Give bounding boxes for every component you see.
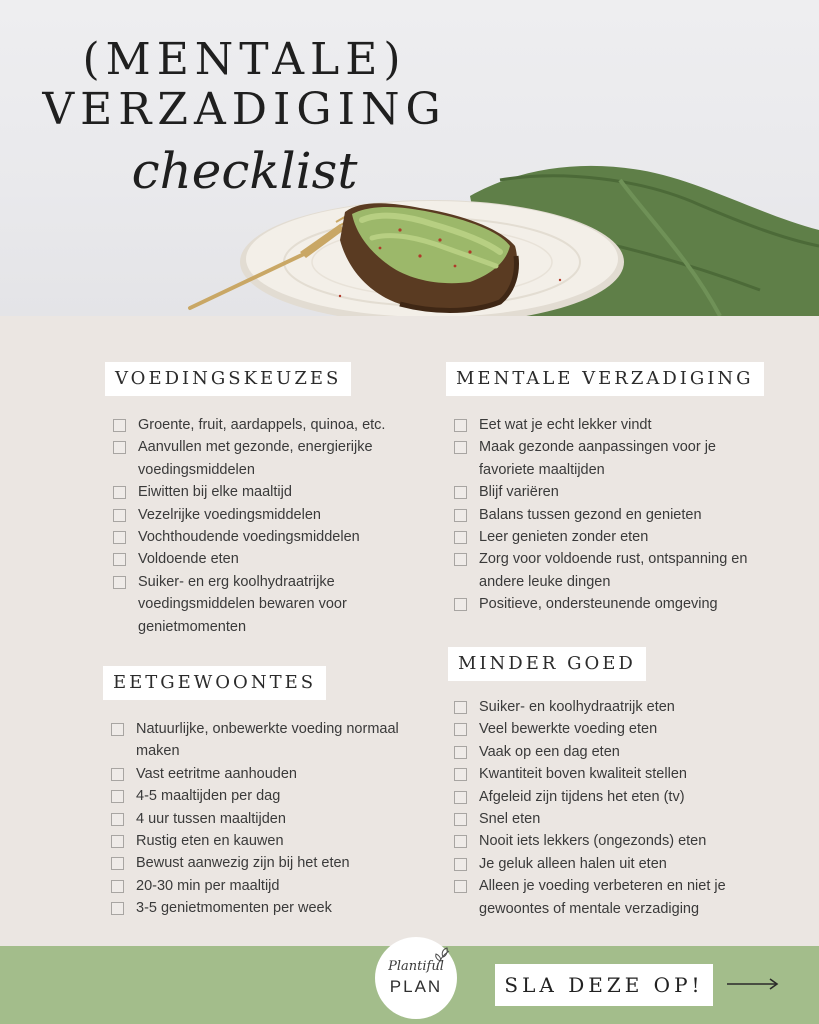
- checklist-item[interactable]: [454, 414, 754, 436]
- checkbox[interactable]: [111, 835, 124, 848]
- checkbox[interactable]: [113, 441, 126, 454]
- checklist-item[interactable]: [111, 718, 411, 763]
- checklist-item-label: Balans tussen gezond en genieten: [479, 506, 702, 523]
- checklist-item-label: Je geluk alleen halen uit eten: [479, 855, 667, 872]
- checklist-item-label: Vast eetritme aanhouden: [136, 765, 297, 782]
- hero-banner: [0, 0, 819, 316]
- checklist-item[interactable]: [454, 763, 759, 785]
- checklist-item-label: Kwantiteit boven kwaliteit stellen: [479, 766, 687, 783]
- checkbox[interactable]: [113, 419, 126, 432]
- checklist-item[interactable]: [113, 571, 418, 638]
- checklist-item-label: Vaak op een dag eten: [479, 743, 620, 760]
- checkbox[interactable]: [454, 768, 467, 781]
- checkbox[interactable]: [454, 746, 467, 759]
- logo-plan-text: PLAN: [389, 977, 443, 996]
- checklist-item[interactable]: [454, 741, 759, 763]
- checklist-item-label: Maak gezonde aanpassingen voor je favoriete maaltijden: [479, 439, 716, 478]
- checklist-item[interactable]: [454, 808, 759, 830]
- checklist-item-label: Alleen je voeding verbeteren en niet je gewoontes of mentale verzadiging: [479, 878, 726, 917]
- checkbox[interactable]: [111, 768, 124, 781]
- checkbox[interactable]: [454, 486, 467, 499]
- checkbox[interactable]: [113, 576, 126, 589]
- checkbox[interactable]: [454, 880, 467, 893]
- checklist-item-label: Suiker- en erg koolhydraatrijke voedingsmiddelen bewaren voor genietmomenten: [138, 573, 347, 635]
- checklist-item[interactable]: [113, 504, 418, 526]
- section-title-minder-goed: MINDER GOED: [448, 647, 646, 681]
- checklist-item[interactable]: [111, 763, 411, 785]
- checklist-item[interactable]: [113, 548, 418, 570]
- checklist-item[interactable]: [454, 504, 754, 526]
- checklist-item-label: Eet wat je echt lekker vindt: [479, 417, 652, 433]
- checklist-item[interactable]: [111, 897, 411, 919]
- checkbox[interactable]: [113, 486, 126, 499]
- section-title-voedingskeuzes: VOEDINGSKEUZES: [105, 362, 351, 396]
- checklist-item[interactable]: [454, 436, 754, 481]
- checkbox[interactable]: [111, 790, 124, 803]
- checklist-item[interactable]: [454, 718, 759, 740]
- checklist-item-label: Groente, fruit, aardappels, quinoa, etc.: [138, 417, 386, 433]
- checklist-item-label: Positieve, ondersteunende omgeving: [479, 596, 718, 613]
- checklist-item[interactable]: [454, 481, 754, 503]
- checklist-item[interactable]: [111, 830, 411, 852]
- checklist-item[interactable]: [113, 481, 418, 503]
- checklist-item[interactable]: [111, 852, 411, 874]
- section-title-eetgewoontes: EETGEWOONTES: [103, 666, 326, 700]
- checklist-item-label: 3-5 genietmomenten per week: [136, 900, 332, 917]
- checklist-item[interactable]: [113, 414, 418, 436]
- checkbox[interactable]: [454, 598, 467, 611]
- checklist-item-label: Leer genieten zonder eten: [479, 529, 649, 546]
- checklist-item[interactable]: [454, 526, 754, 548]
- checklist-item[interactable]: [111, 875, 411, 897]
- checklist-item-label: 4-5 maaltijden per dag: [136, 788, 281, 805]
- checklist-item-label: Bewust aanwezig zijn bij het eten: [136, 855, 350, 872]
- plantiful-plan-logo[interactable]: [375, 937, 457, 1019]
- checklist-item[interactable]: [111, 808, 411, 830]
- checklist-item-label: Rustig eten en kauwen: [136, 833, 284, 850]
- checkbox[interactable]: [454, 509, 467, 522]
- checklist-eetgewoontes: [111, 718, 411, 920]
- checkbox[interactable]: [454, 701, 467, 714]
- checklist-item-label: Aanvullen met gezonde, energierijke voedingsmiddelen: [138, 439, 373, 478]
- checkbox[interactable]: [111, 723, 124, 736]
- checklist-item[interactable]: [454, 548, 754, 593]
- checkbox[interactable]: [113, 553, 126, 566]
- title-line-3: checklist: [131, 142, 358, 200]
- checkbox[interactable]: [454, 791, 467, 804]
- checklist-item[interactable]: [113, 526, 418, 548]
- checkbox[interactable]: [111, 857, 124, 870]
- checklist-item-label: Vochthoudende voedingsmiddelen: [138, 529, 360, 546]
- checkbox[interactable]: [454, 419, 467, 432]
- checkbox[interactable]: [454, 441, 467, 454]
- checklist-item[interactable]: [454, 696, 759, 718]
- checklist-item-label: Eiwitten bij elke maaltijd: [138, 484, 292, 501]
- checklist-item[interactable]: [454, 830, 759, 852]
- long-arrow-right-icon[interactable]: [727, 977, 779, 991]
- checklist-item-label: 20-30 min per maaltijd: [136, 877, 280, 894]
- checkbox[interactable]: [454, 553, 467, 566]
- checkbox[interactable]: [454, 835, 467, 848]
- checklist-item[interactable]: [454, 875, 759, 920]
- checklist-item-label: Vezelrijke voedingsmiddelen: [138, 506, 321, 523]
- checklist-item-label: Suiker- en koolhydraatrijk eten: [479, 699, 675, 715]
- checklist-item[interactable]: [454, 786, 759, 808]
- checklist-item-label: 4 uur tussen maaltijden: [136, 810, 286, 827]
- checkbox[interactable]: [454, 531, 467, 544]
- checklist-item-label: Afgeleid zijn tijdens het eten (tv): [479, 788, 685, 805]
- checkbox[interactable]: [111, 880, 124, 893]
- checklist-item-label: Natuurlijke, onbewerkte voeding normaal maken: [136, 721, 399, 760]
- checklist-mentale-verzadiging: [454, 414, 754, 616]
- logo-script-text: Plantiful: [388, 959, 444, 974]
- checklist-item-label: Snel eten: [479, 811, 541, 828]
- checklist-item-label: Veel bewerkte voeding eten: [479, 721, 658, 738]
- checklist-item[interactable]: [454, 853, 759, 875]
- checklist-item[interactable]: [113, 436, 418, 481]
- checklist-item-label: Zorg voor voldoende rust, ontspanning en andere leuke dingen: [479, 551, 748, 590]
- title-line-2: VERZADIGING: [42, 84, 447, 135]
- checkbox[interactable]: [113, 531, 126, 544]
- checkbox[interactable]: [454, 858, 467, 871]
- checklist-minder-goed: [454, 696, 759, 920]
- title-line-1: (MENTALE): [82, 34, 407, 85]
- checklist-voedingskeuzes: [113, 414, 418, 638]
- section-title-mentale-verzadiging: MENTALE VERZADIGING: [446, 362, 764, 396]
- checkbox[interactable]: [454, 813, 467, 826]
- checklist-item-label: Nooit iets lekkers (ongezonds) eten: [479, 833, 707, 850]
- save-this-button[interactable]: SLA DEZE OP!: [495, 964, 713, 1006]
- checklist-item-label: Blijf variëren: [479, 484, 559, 501]
- checkbox[interactable]: [454, 723, 467, 736]
- checkbox[interactable]: [111, 902, 124, 915]
- checklist-item[interactable]: [111, 785, 411, 807]
- checkbox[interactable]: [113, 509, 126, 522]
- checklist-item-label: Voldoende eten: [138, 551, 239, 568]
- checklist-item[interactable]: [454, 593, 754, 615]
- checkbox[interactable]: [111, 813, 124, 826]
